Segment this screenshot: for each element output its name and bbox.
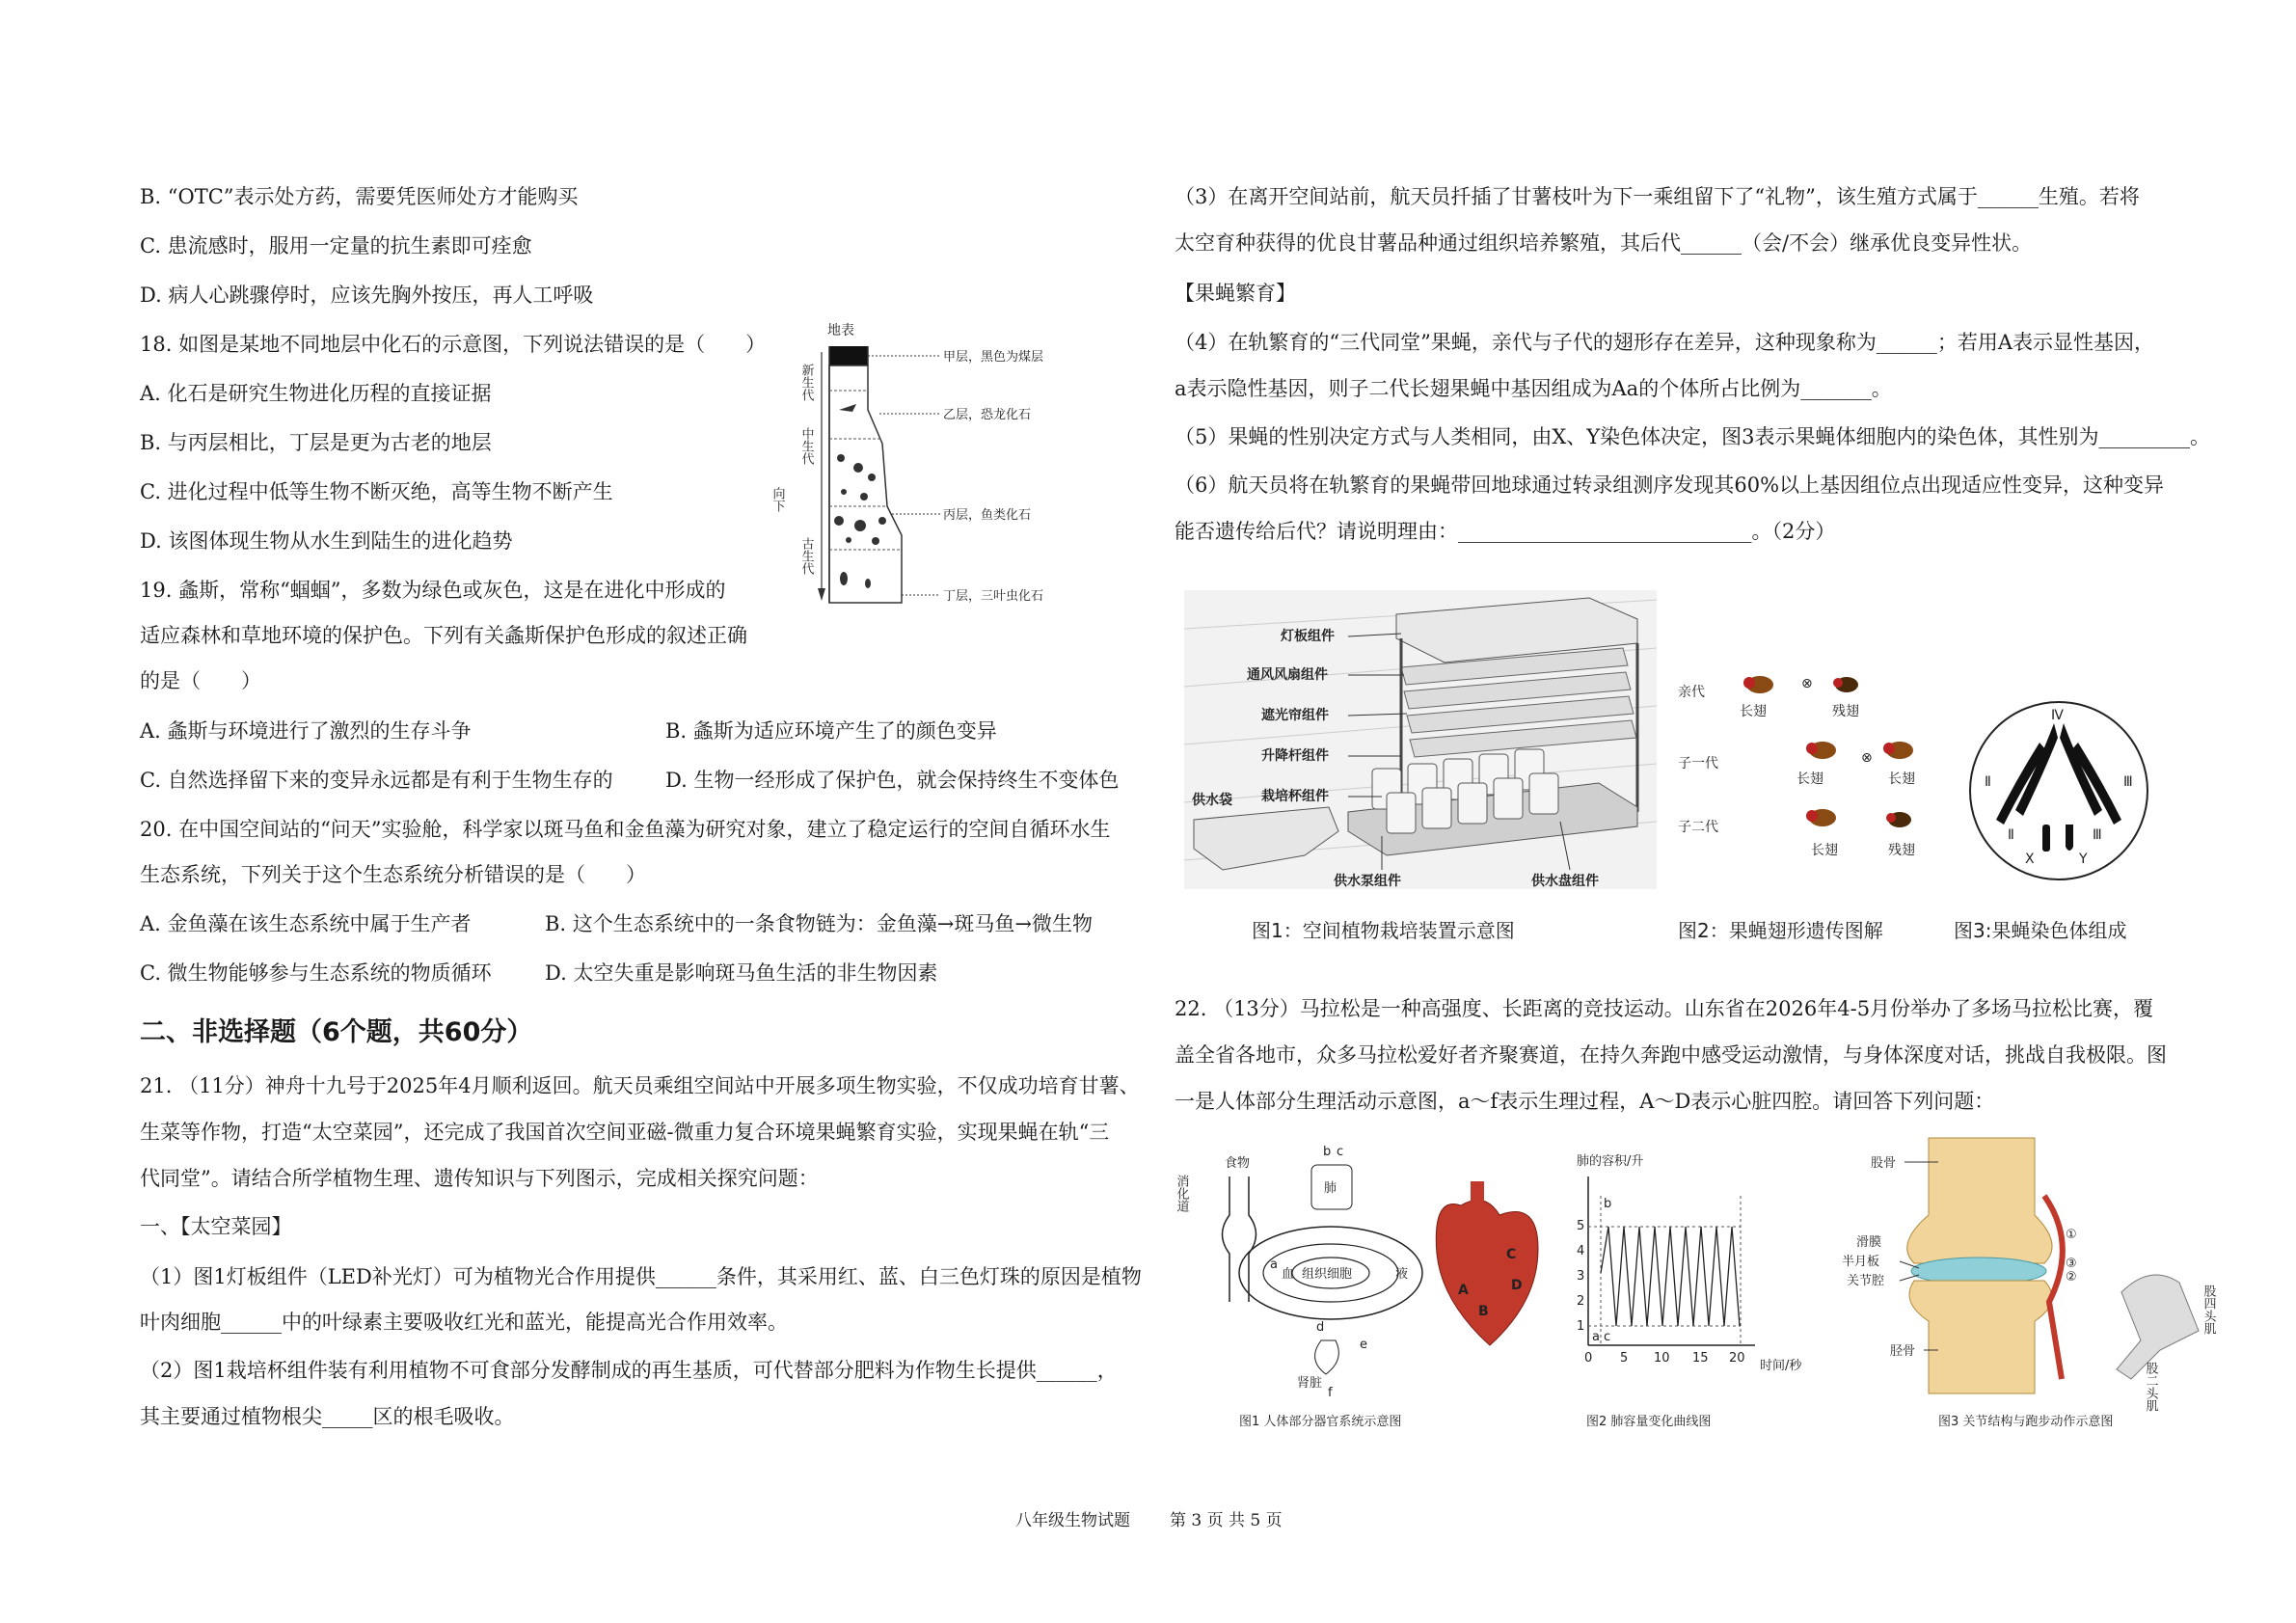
label-lift: 升降杆组件 xyxy=(1261,748,1329,764)
layer-ding: 丁层，三叶虫化石 xyxy=(943,589,1044,604)
label-f: f xyxy=(1328,1386,1333,1400)
lung-volume-curve xyxy=(1601,1227,1740,1326)
label-kidney: 肾脏 xyxy=(1297,1376,1323,1391)
question-21-part: （1）图1灯板组件（LED补光灯）可为植物光合作用提供______条件，其采用红、蓝、白三色灯珠的原因是植物 xyxy=(140,1265,1142,1288)
figure3-caption: 图3:果蝇染色体组成 xyxy=(1954,919,2127,942)
figure2-caption: 图2：果蝇翅形遗传图解 xyxy=(1678,919,1883,942)
question-22: 22. （13分）马拉松是一种高强度、长距离的竞技运动。山东省在2026年4-5月份举办了多场马拉松比赛，覆 xyxy=(1175,997,2154,1020)
label-c: c xyxy=(1337,1145,1344,1159)
lung-volume-figure xyxy=(1567,1138,1847,1437)
question-21-part: 能否遗传给后代？请说明理由：_____________________________。（2分） xyxy=(1175,520,1836,543)
option-text: C. 自然选择留下来的变异永远都是有利于生物生存的 xyxy=(140,769,613,792)
label-biceps-femoris: 股二头肌 xyxy=(2143,1362,2158,1412)
option-text: D. 病人心跳骤停时，应该先胸外按压，再人工呼吸 xyxy=(140,284,594,307)
question-19-text: 的是（ ） xyxy=(140,669,261,692)
space-plant-device-figure xyxy=(1184,590,1657,947)
y-tick: 3 xyxy=(1577,1269,1585,1284)
label-3: ③ xyxy=(2066,1257,2077,1271)
x-tick-labels xyxy=(1584,1351,1745,1366)
option-text: D. 生物一经形成了保护色，就会保持终生不变体色 xyxy=(665,769,1120,792)
ylabel: 肺的容积/升 xyxy=(1577,1154,1644,1169)
x-tick: 20 xyxy=(1729,1351,1745,1366)
label-tibia: 胫骨 xyxy=(1890,1344,1916,1359)
option-text: C. 进化过程中低等生物不断灭绝，高等生物不断产生 xyxy=(140,480,613,503)
x-tick: 10 xyxy=(1654,1351,1670,1366)
heart-a: A xyxy=(1458,1283,1469,1298)
label-synovium: 滑膜 xyxy=(1856,1235,1882,1250)
organ-system-figure xyxy=(1174,1138,1557,1437)
heart-illustration xyxy=(1436,1181,1538,1345)
cross-symbol: ⊗ xyxy=(1801,676,1813,691)
trait-f2a: 长翅 xyxy=(1811,843,1838,858)
strata-column xyxy=(829,365,902,603)
xlabel: 时间/秒 xyxy=(1760,1359,1802,1373)
trait-p1: 长翅 xyxy=(1740,704,1767,719)
chromo-iii-right: Ⅲ xyxy=(2123,774,2133,790)
running-leg-illustration xyxy=(2117,1275,2216,1412)
question-21-text: 生菜等作物，打造“太空菜园”，还完成了我国首次空间亚磁-微重力复合环境果蝇繁育实验，实现果蝇在轨“三 xyxy=(140,1121,1110,1144)
question-22-text: 盖全省各地市，众多马拉松爱好者齐聚赛道，在持久奔跑中感受运动激情，与身体深度对话，挑战自我极限。图 xyxy=(1175,1043,2167,1067)
organ-diagram xyxy=(1175,1145,1423,1400)
label-blood: 血 xyxy=(1282,1267,1295,1282)
option-text: D. 该图体现生物从水生到陆生的进化趋势 xyxy=(140,529,513,553)
label-water-bag: 供水袋 xyxy=(1192,793,1232,808)
question-19-text: 适应森林和草地环境的保护色。下列有关螽斯保护色形成的叙述正确 xyxy=(140,624,747,647)
label-cup: 栽培杯组件 xyxy=(1261,789,1329,804)
joint-structure-figure xyxy=(1842,1138,2256,1437)
question-18: 18. 如图是某地不同地层中化石的示意图，下列说法错误的是（ ） xyxy=(140,333,767,356)
cell-outline xyxy=(1970,702,2147,879)
knee-joint-illustration xyxy=(1847,1138,2078,1393)
gen-f1: 子一代 xyxy=(1678,756,1718,771)
fossil-strata-figure xyxy=(771,313,1090,617)
label-digestive: 消化道 xyxy=(1174,1175,1189,1212)
option-text: B. 与丙层相比，丁层是更为古老的地层 xyxy=(140,431,492,454)
trait-f2b: 残翅 xyxy=(1888,843,1915,858)
label-1: ① xyxy=(2066,1228,2077,1242)
self-cross-symbol: ⊗ xyxy=(1861,750,1873,766)
chromo-ii-bottom: Ⅱ xyxy=(2008,827,2014,843)
question-21-text: 代同堂”。请结合所学植物生理、遗传知识与下列图示，完成相关探究问题： xyxy=(140,1167,819,1190)
x-tick: 0 xyxy=(1584,1351,1593,1366)
heart-d: D xyxy=(1511,1278,1523,1293)
layer-jia: 甲层，黑色为煤层 xyxy=(943,350,1044,365)
question-21: 21. （11分）神舟十九号于2025年4月顺利返回。航天员乘组空间站中开展多项生物实验，不仅成功培育甘薯、 xyxy=(140,1074,1140,1097)
y-tick: 1 xyxy=(1577,1319,1585,1334)
label-b: b xyxy=(1323,1145,1332,1159)
option-text: D. 太空失重是影响斑马鱼生活的非生物因素 xyxy=(545,961,938,985)
question-21-part: （4）在轨繁育的“三代同堂”果蝇，亲代与子代的翅形存在差异，这种现象称为______；若用A表示显性基因， xyxy=(1175,331,2154,354)
layer-bing: 丙层，鱼类化石 xyxy=(943,508,1032,523)
label-lung: 肺 xyxy=(1324,1181,1337,1196)
footer-title: 八年级生物试题 xyxy=(1015,1511,1130,1530)
layer-yi: 乙层，恐龙化石 xyxy=(943,408,1032,422)
direction-label: 向下 xyxy=(770,487,785,512)
label-pump: 供水泵组件 xyxy=(1334,874,1401,889)
label-lamp: 灯板组件 xyxy=(1281,629,1335,644)
chromo-iv: Ⅳ xyxy=(2051,708,2064,723)
question-21-part: 其主要通过植物根尖_____区的根毛吸收。 xyxy=(140,1405,515,1428)
bottom-figure2-caption: 图2 肺容量变化曲线图 xyxy=(1586,1415,1712,1429)
question-21-part: 太空育种获得的优良甘薯品种通过组织培养繁殖，其后代______（会/不会）继承优良变异性状。 xyxy=(1175,231,2033,255)
label-meniscus: 半月板 xyxy=(1842,1255,1880,1269)
point-c: c xyxy=(1604,1330,1611,1344)
label-joint-cavity: 关节腔 xyxy=(1847,1274,1885,1288)
point-b: b xyxy=(1604,1197,1612,1211)
option-text: C. 患流感时，服用一定量的抗生素即可痊愈 xyxy=(140,234,532,257)
heart-c: C xyxy=(1506,1247,1517,1262)
fly-icons xyxy=(1743,676,1913,827)
x-tick: 5 xyxy=(1620,1351,1629,1366)
gen-f2: 子二代 xyxy=(1678,820,1718,835)
option-text: A. 螽斯与环境进行了激烈的生存斗争 xyxy=(140,719,472,743)
label-2: ② xyxy=(2066,1270,2077,1285)
era-paleozoic: 古生代 xyxy=(798,537,814,575)
label-tissue-cell: 组织细胞 xyxy=(1302,1267,1353,1282)
coal-layer xyxy=(829,346,868,365)
option-text: B. 这个生态系统中的一条食物链为：金鱼藻→斑马鱼→微生物 xyxy=(545,912,1093,935)
bottom-figure1-caption: 图1 人体部分器官系统示意图 xyxy=(1239,1415,1402,1429)
trait-p2: 残翅 xyxy=(1832,704,1859,719)
chromo-y: Y xyxy=(2079,852,2088,867)
fly-chromosome-figure xyxy=(1948,665,2170,945)
era-labels xyxy=(799,364,815,576)
question-20: 20. 在中国空间站的“问天”实验舱，科学家以斑马鱼和金鱼藻为研究对象，建立了稳定运行的空间自循环水生 xyxy=(140,818,1111,841)
question-21-part: a表示隐性基因，则子二代长翅果蝇中基因组成为Aa的个体所占比例为_______。 xyxy=(1175,377,1892,400)
option-text: A. 金鱼藻在该生态系统中属于生产者 xyxy=(140,912,472,935)
question-21-part: （2）图1栽培杯组件装有利用植物不可食部分发酵制成的再生基质，可代替部分肥料为作物生长提供______， xyxy=(140,1359,1118,1382)
question-22-text: 一是人体部分生理活动示意图，a～f表示生理过程，A～D表示心脏四腔。请回答下列问题： xyxy=(1175,1090,1995,1113)
bottom-figure3-caption: 图3 关节结构与跑步动作示意图 xyxy=(1938,1415,2114,1429)
question-20-text: 生态系统，下列关于这个生态系统分析错误的是（ ） xyxy=(140,863,646,886)
gen-parent: 亲代 xyxy=(1678,685,1705,700)
question-21-part: （3）在离开空间站前，航天员扦插了甘薯枝叶为下一乘组留下了“礼物”，该生殖方式属于______生殖。若将 xyxy=(1175,185,2140,208)
era-cenozoic: 新生代 xyxy=(798,364,814,401)
subsection-title: 一、【太空菜园】 xyxy=(140,1215,292,1238)
y-tick-labels xyxy=(1577,1219,1584,1334)
trait-f1a: 长翅 xyxy=(1796,771,1823,787)
label-quadriceps: 股四头肌 xyxy=(2201,1285,2216,1335)
y-tick: 5 xyxy=(1577,1219,1585,1233)
chromo-iii-bottom: Ⅲ xyxy=(2093,827,2102,843)
chromo-x: X xyxy=(2025,852,2035,867)
label-tray: 供水盘组件 xyxy=(1531,874,1599,889)
label-a: a xyxy=(1270,1258,1278,1272)
point-a: a xyxy=(1592,1330,1600,1344)
label-d: d xyxy=(1316,1320,1325,1335)
option-text: B. 螽斯为适应环境产生了的颜色变异 xyxy=(665,719,997,743)
y-tick: 4 xyxy=(1577,1244,1585,1258)
option-text: C. 微生物能够参与生态系统的物质循环 xyxy=(140,961,492,985)
question-21-part: （6）航天员将在轨繁育的果蝇带回地球通过转录组测序发现其60%以上基因组位点出现适应性变异，这种变异 xyxy=(1175,473,2165,497)
trait-f1b: 长翅 xyxy=(1888,771,1915,787)
era-mesozoic: 中生代 xyxy=(798,427,814,465)
label-food: 食物 xyxy=(1225,1156,1251,1171)
label-femur: 股骨 xyxy=(1871,1156,1897,1171)
label-fluid: 液 xyxy=(1395,1267,1409,1282)
subsection-title: 【果蝇繁育】 xyxy=(1175,282,1296,305)
figure1-caption: 图1：空间植物栽培装置示意图 xyxy=(1252,919,1515,942)
section-title: 二、非选择题（6个题，共60分） xyxy=(140,1017,533,1047)
x-tick: 15 xyxy=(1692,1351,1709,1366)
option-text: B. “OTC”表示处方药，需要凭医师处方才能购买 xyxy=(140,185,579,208)
surface-label: 地表 xyxy=(827,323,854,338)
question-21-part: 叶肉细胞______中的叶绿素主要吸收红光和蓝光，能提高光合作用效率。 xyxy=(140,1311,788,1334)
label-e: e xyxy=(1360,1338,1367,1352)
question-21-part: （5）果蝇的性别决定方式与人类相同，由X、Y染色体决定，图3表示果蝇体细胞内的染色体，其性别为_________。 xyxy=(1175,425,2211,448)
question-19: 19. 螽斯，常称“蝈蝈”，多数为绿色或灰色，这是在进化中形成的 xyxy=(140,579,726,602)
label-shade: 遮光帘组件 xyxy=(1261,708,1329,723)
y-tick: 2 xyxy=(1577,1294,1585,1309)
footer-page-number: 第 3 页 共 5 页 xyxy=(1170,1511,1283,1530)
option-text: A. 化石是研究生物进化历程的直接证据 xyxy=(140,382,492,405)
fly-inheritance-figure xyxy=(1678,665,1929,945)
label-fan: 通风风扇组件 xyxy=(1247,667,1328,683)
chromo-ii-left: Ⅱ xyxy=(1985,774,1991,790)
heart-b: B xyxy=(1478,1304,1489,1319)
